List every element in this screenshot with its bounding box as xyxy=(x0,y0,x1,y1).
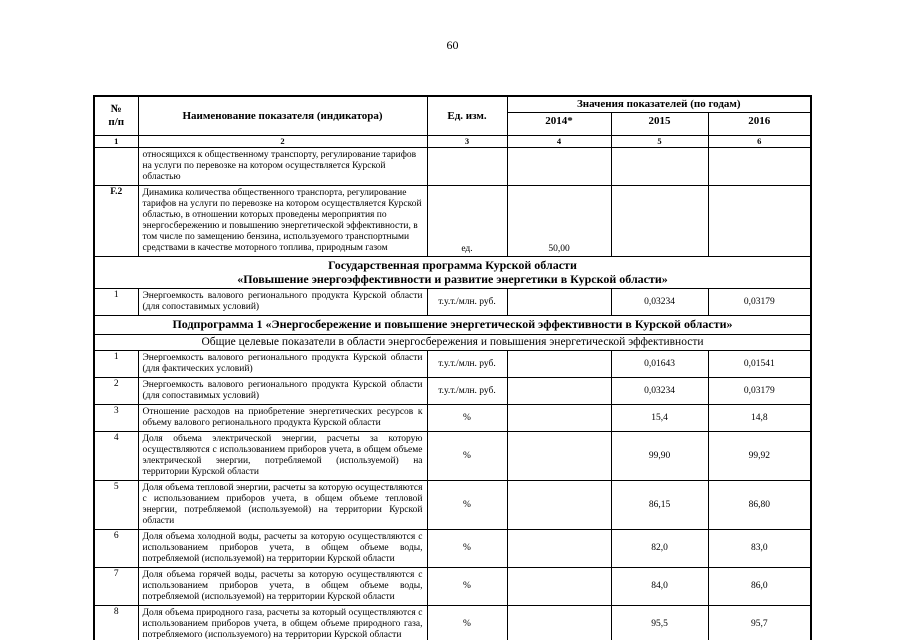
table-row xyxy=(94,530,811,568)
column-header-2014: 2014* xyxy=(507,113,611,136)
cell-v2016: 0,03179 xyxy=(708,378,811,405)
cell-name: Доля объема горячей воды, расчеты за которую осуществляются с использованием приборов учета, в общем объеме воды, потребляемой (используемой) на территории Курской области xyxy=(138,568,427,606)
table-body xyxy=(94,148,811,640)
column-header-2015: 2015 xyxy=(611,113,708,136)
column-index: 6 xyxy=(708,136,811,148)
cell-v2014 xyxy=(507,606,611,640)
cell-v2015: 82,0 xyxy=(611,530,708,568)
cell-v2016: 83,0 xyxy=(708,530,811,568)
table-row xyxy=(94,351,811,378)
cell-v2014 xyxy=(507,530,611,568)
cell-v2014 xyxy=(507,481,611,530)
cell-num: 6 xyxy=(94,530,138,568)
cell-v2014 xyxy=(507,405,611,432)
cell-v2015: 95,5 xyxy=(611,606,708,640)
cell-v2015: 0,03234 xyxy=(611,289,708,316)
cell-v2016: 86,0 xyxy=(708,568,811,606)
cell-name: Отношение расходов на приобретение энергетических ресурсов к объему валового регионального продукта Курской области xyxy=(138,405,427,432)
section-header-cell xyxy=(94,257,811,289)
cell-num: 7 xyxy=(94,568,138,606)
cell-name: Доля объема природного газа, расчеты за который осуществляются с использованием приборов учета, в общем объеме природного газа, потребляемого (используемого) на территории Курской области xyxy=(138,606,427,640)
cell-v2015 xyxy=(611,148,708,186)
cell-name: Энергоемкость валового регионального продукта Курской области (для сопоставимых условий) xyxy=(138,289,427,316)
section-header-cell xyxy=(94,334,811,351)
cell-v2015: 99,90 xyxy=(611,432,708,481)
cell-unit: % xyxy=(427,568,507,606)
column-index: 1 xyxy=(94,136,138,148)
column-index: 4 xyxy=(507,136,611,148)
cell-v2016: 0,01541 xyxy=(708,351,811,378)
section-header-line: «Повышение энергоэффективности и развитие энергетики в Курской области» xyxy=(237,271,668,286)
cell-unit: % xyxy=(427,405,507,432)
column-header-2016: 2016 xyxy=(708,113,811,136)
cell-num: 5 xyxy=(94,481,138,530)
cell-v2016: 95,7 xyxy=(708,606,811,640)
column-index: 2 xyxy=(138,136,427,148)
cell-unit: % xyxy=(427,530,507,568)
cell-v2015: 0,03234 xyxy=(611,378,708,405)
section-row xyxy=(94,316,811,335)
section-row xyxy=(94,257,811,289)
cell-v2014 xyxy=(507,148,611,186)
cell-num xyxy=(94,148,138,186)
table-row xyxy=(94,432,811,481)
cell-v2016: 14,8 xyxy=(708,405,811,432)
cell-unit: т.у.т./млн. руб. xyxy=(427,378,507,405)
cell-num: F.2 xyxy=(94,186,138,257)
cell-unit: % xyxy=(427,606,507,640)
cell-num: 1 xyxy=(94,351,138,378)
cell-v2014 xyxy=(507,378,611,405)
cell-name: Доля объема тепловой энергии, расчеты за которую осуществляются с использованием приборов учета, в общем объеме тепловой энергии, потребляемой (используемой) на территории Курской области xyxy=(138,481,427,530)
table-header xyxy=(94,96,811,148)
cell-v2016: 0,03179 xyxy=(708,289,811,316)
cell-v2015: 0,01643 xyxy=(611,351,708,378)
page-number: 60 xyxy=(446,38,459,52)
cell-v2015 xyxy=(611,186,708,257)
cell-v2014: 50,00 xyxy=(507,186,611,257)
cell-v2015: 84,0 xyxy=(611,568,708,606)
cell-v2015: 86,15 xyxy=(611,481,708,530)
cell-v2016 xyxy=(708,148,811,186)
cell-num: 2 xyxy=(94,378,138,405)
column-header-num xyxy=(94,96,138,136)
table-row xyxy=(94,606,811,640)
cell-v2016 xyxy=(708,186,811,257)
section-header-line: Общие целевые показатели в области энергосбережения и повышения энергетической эффективности xyxy=(201,335,704,348)
table-row xyxy=(94,378,811,405)
cell-unit: ед. xyxy=(427,186,507,257)
table-row xyxy=(94,148,811,186)
table-row xyxy=(94,405,811,432)
cell-v2014 xyxy=(507,289,611,316)
cell-unit: % xyxy=(427,432,507,481)
cell-name: Энергоемкость валового регионального продукта Курской области (для сопоставимых условий) xyxy=(138,378,427,405)
column-index: 3 xyxy=(427,136,507,148)
cell-v2016: 86,80 xyxy=(708,481,811,530)
column-header-values: Значения показателей (по годам) xyxy=(507,96,811,113)
cell-v2016: 99,92 xyxy=(708,432,811,481)
section-row xyxy=(94,334,811,351)
cell-num: 3 xyxy=(94,405,138,432)
cell-v2014 xyxy=(507,432,611,481)
table-row xyxy=(94,186,811,257)
cell-v2015: 15,4 xyxy=(611,405,708,432)
cell-v2014 xyxy=(507,351,611,378)
cell-v2014 xyxy=(507,568,611,606)
section-header-line: Государственная программа Курской области xyxy=(328,258,577,272)
table-row xyxy=(94,481,811,530)
column-header-name: Наименование показателя (индикатора) xyxy=(138,96,427,136)
cell-num: 1 xyxy=(94,289,138,316)
indicators-table xyxy=(93,95,812,640)
column-header-unit: Ед. изм. xyxy=(427,96,507,136)
cell-unit: т.у.т./млн. руб. xyxy=(427,289,507,316)
section-header-cell xyxy=(94,316,811,335)
header-row-top xyxy=(94,96,811,113)
cell-name: относящихся к общественному транспорту, регулирование тарифов на услуги по перевозке на котором осуществляется Курской областью xyxy=(138,148,427,186)
header-row-indices xyxy=(94,136,811,148)
num-header-line2: п/п xyxy=(108,116,125,128)
cell-name: Динамика количества общественного транспорта, регулирование тарифов на услуги по перевозке на котором осуществляется Курской областью, в отношении которых проведены мероприятия по энергосбережению и повышению энергетической эффективности, в том числе по замещению бензина, используемого транспортными средствами в качестве моторного топлива, природным газом xyxy=(138,186,427,257)
cell-unit xyxy=(427,148,507,186)
num-header-line1: № xyxy=(110,103,122,115)
cell-unit: % xyxy=(427,481,507,530)
cell-unit: т.у.т./млн. руб. xyxy=(427,351,507,378)
table-row xyxy=(94,568,811,606)
cell-num: 8 xyxy=(94,606,138,640)
section-header-line: Подпрограмма 1 «Энергосбережение и повышение энергетической эффективности в Курской области» xyxy=(172,317,733,331)
table-row xyxy=(94,289,811,316)
column-index: 5 xyxy=(611,136,708,148)
cell-num: 4 xyxy=(94,432,138,481)
cell-name: Энергоемкость валового регионального продукта Курской области (для фактических условий) xyxy=(138,351,427,378)
cell-name: Доля объема холодной воды, расчеты за которую осуществляются с использованием приборов учета, в общем объеме воды, потребляемой (используемой) на территории Курской области xyxy=(138,530,427,568)
cell-name: Доля объема электрической энергии, расчеты за которую осуществляются с использованием приборов учета, в общем объеме электрической энергии, потребляемой (используемой) на территории Курской области xyxy=(138,432,427,481)
